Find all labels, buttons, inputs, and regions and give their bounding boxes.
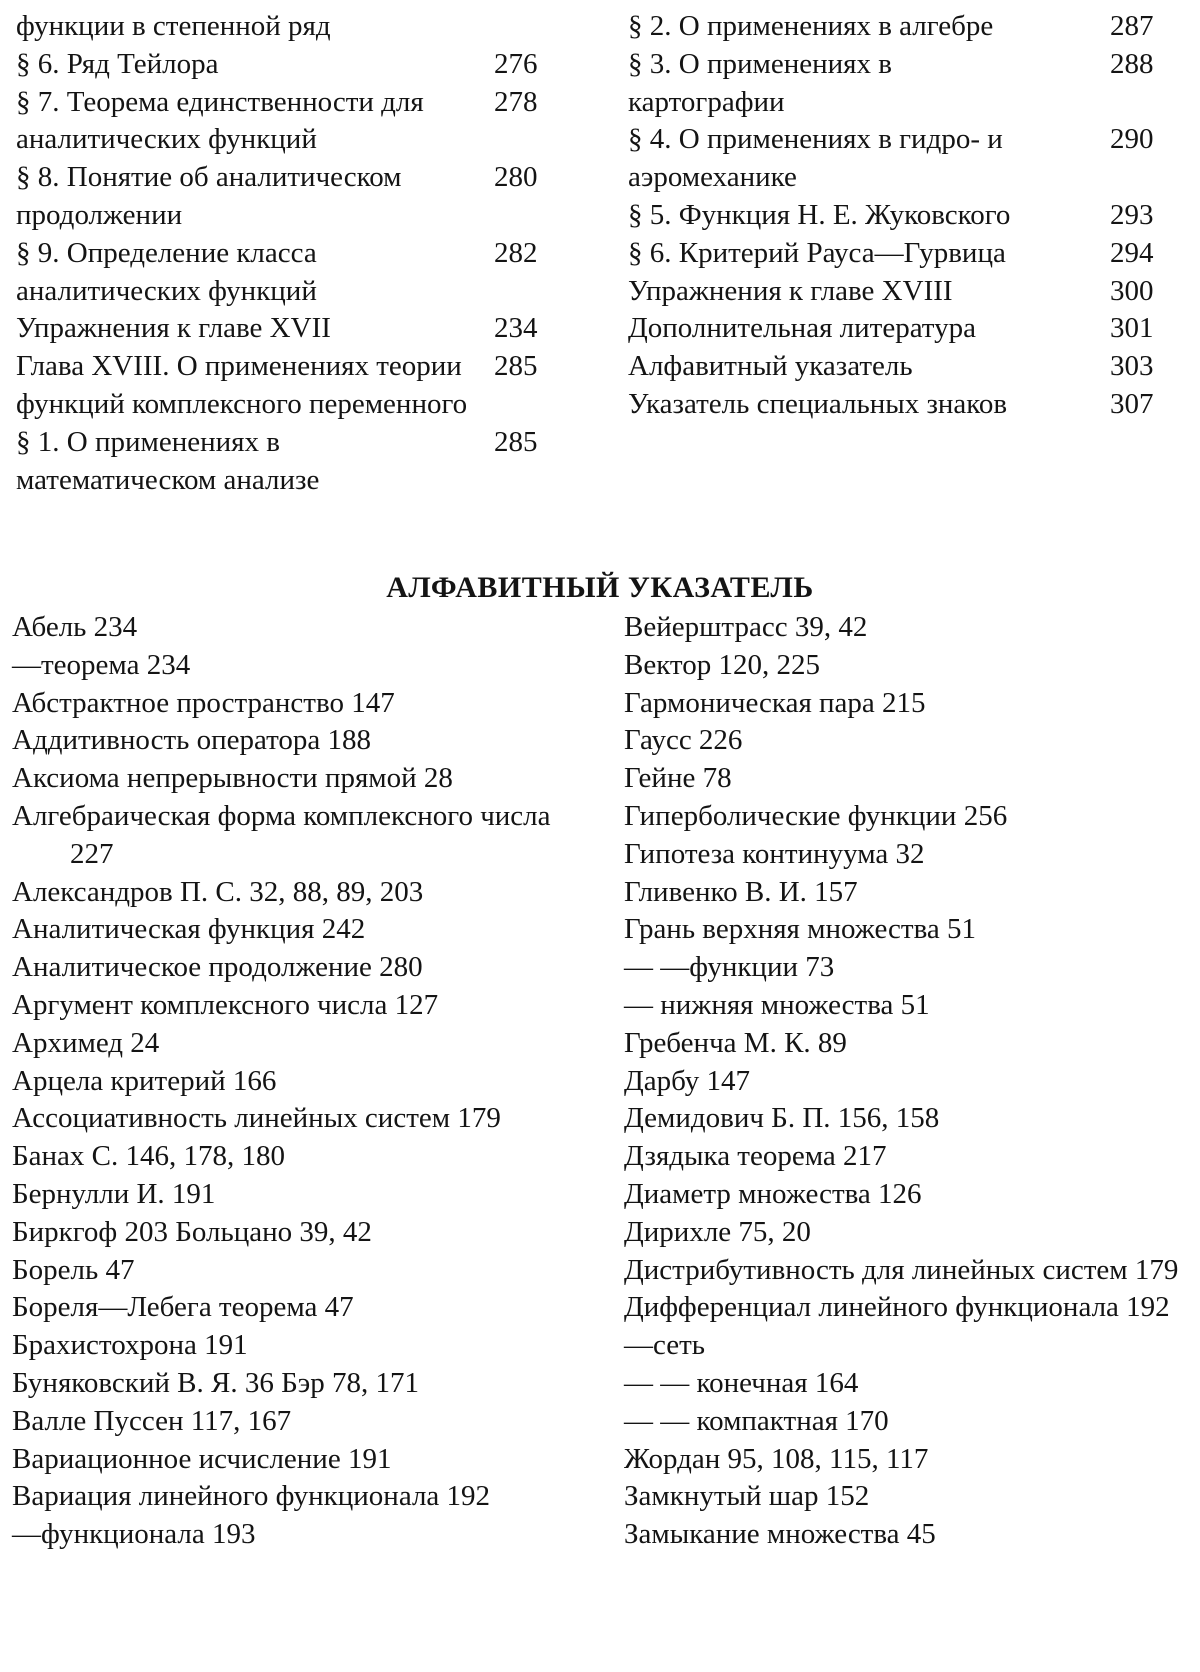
toc-entry-title: Глава XVIII. О применениях теории функций комплексного переменного [16,350,468,420]
toc-entry [628,197,1188,235]
toc-entry-page: 276 [494,47,538,80]
toc-entry-page: 288 [1110,47,1154,80]
toc-entry-page: 301 [1110,312,1154,345]
toc-entry [16,424,556,500]
index-entry: —теорема 234 [12,648,191,681]
index-entry: Замыкание множества 45 [624,1518,936,1551]
index-entry: Дирихле 75, 20 [624,1215,811,1248]
toc-entry-title: Упражнения к главе XVIII [628,274,953,307]
toc-entry [16,46,556,84]
toc-entry-page: 285 [494,350,538,383]
toc-entry [16,159,556,235]
toc-entry [628,235,1188,273]
index-entry: Ассоциативность линейных систем 179 [12,1102,501,1135]
index-entry: Аналитическая функция 242 [12,913,366,946]
toc-entry-title: Указатель специальных знаков [628,387,1008,420]
index-entry: Аргумент комплексного числа 127 [12,988,439,1021]
toc-entry [628,8,1188,46]
index-entry: Борель 47 [12,1253,135,1286]
toc-entry-title: § 6. Критерий Рауса—Гурвица [628,236,1006,269]
toc-entry [628,310,1188,348]
index-entry: Валле Пуссен 117, 167 [12,1404,292,1437]
index-entry: — — конечная 164 [624,1366,859,1399]
index-heading: АЛФАВИТНЫЙ УКАЗАТЕЛЬ [386,571,814,604]
toc-entry-page: 303 [1110,350,1154,383]
index-entry: Жордан 95, 108, 115, 117 [624,1442,929,1475]
index-entry: Гребенча М. К. 89 [624,1026,847,1059]
toc-entry-title: § 3. О применениях в картографии [628,47,892,118]
index-entry: Замкнутый шар 152 [624,1480,870,1513]
index-entry: Гаусс 226 [624,724,743,757]
toc-entry-page: 294 [1110,236,1154,269]
index-entry: Аксиома непрерывности прямой 28 [12,762,453,795]
toc-entry [16,348,556,424]
index-entry: —функционала 193 [12,1518,256,1551]
toc-entry-title: § 9. Определение класса аналитических функций [16,236,317,307]
toc-entry-title: § 2. О применениях в алгебре [628,10,994,42]
index-entry: Вектор 120, 225 [624,648,820,681]
index-entry: Вариационное исчисление 191 [12,1442,392,1475]
toc-entry-title: Упражнения к главе XVII [16,312,331,345]
index-entry: Диаметр множества 126 [624,1177,922,1210]
toc-entry-page: 280 [494,161,538,194]
index-entry: Абстрактное пространство 147 [12,686,395,719]
index-entry: Грань верхняя множества 51 [624,913,977,946]
index-right-column [624,609,1184,1554]
toc-entry-title: § 7. Теорема единственности для аналитических функций [16,85,424,156]
index-entry: Алгебраическая форма комплексного числа 227 [12,799,551,870]
index-entry: Гармоническая пара 215 [624,686,926,719]
index-entry: Банах С. 146, 178, 180 [12,1140,286,1173]
toc-left-column [16,8,556,499]
index-entry: Аддитивность оператора 188 [12,724,372,757]
toc-entry [16,235,556,311]
toc-entry-title: функции в степенной ряд [16,10,331,42]
toc-entry-page: 290 [1110,123,1154,156]
index-entry: Буняковский В. Я. 36 Бэр 78, 171 [12,1366,419,1399]
index-entry: Дарбу 147 [624,1064,751,1097]
index-entry: — — компактная 170 [624,1404,889,1437]
index-entry: Дзядыка теорема 217 [624,1140,887,1173]
toc-entry-title: § 4. О применениях в гидро- и аэромеханике [628,123,1003,194]
index-entry: Гипотеза континуума 32 [624,837,925,870]
index-entry: Арцела критерий 166 [12,1064,277,1097]
toc-entry [628,121,1188,197]
toc-entry [16,84,556,160]
toc-entry-title: § 5. Функция Н. Е. Жуковского [628,198,1011,231]
toc-entry-page: 278 [494,85,538,118]
index-entry: Вариация линейного функционала 192 [12,1480,491,1513]
table-of-contents [0,8,1200,548]
toc-entry-page: 307 [1110,387,1154,420]
toc-entry-page: 282 [494,236,538,269]
toc-entry-title: Алфавитный указатель [628,350,913,383]
toc-entry [628,348,1188,386]
index-entry: Аналитическое продолжение 280 [12,951,423,984]
index-entry: Бернулли И. 191 [12,1177,216,1210]
index-entry: Дистрибутивность для линейных систем 179 [624,1253,1179,1286]
index-entry: — —функции 73 [624,951,835,984]
toc-entry-page: 300 [1110,274,1154,307]
index-entry: Вейерштрасс 39, 42 [624,611,868,643]
index-entry: Бореля—Лебега теорема 47 [12,1291,354,1324]
index-entry: Гливенко В. И. 157 [624,875,858,908]
index-left-column [12,609,572,1554]
index-entry: —сеть [624,1329,705,1362]
toc-entry-title: § 1. О применениях в математическом анализе [16,425,320,496]
index-entry: Дифференциал линейного функционала 192 [624,1291,1170,1324]
toc-entry [16,310,556,348]
toc-entry-page: 234 [494,312,538,345]
toc-entry [16,8,556,46]
toc-entry-title: § 6. Ряд Тейлора [16,47,219,80]
index-entry: Гиперболические функции 256 [624,799,1008,832]
toc-entry [628,46,1188,122]
index-entry: Брахистохрона 191 [12,1329,248,1362]
toc-entry-title: § 8. Понятие об аналитическом продолжении [16,161,402,231]
index-entry: Биркгоф 203 Больцано 39, 42 [12,1215,372,1248]
toc-entry-page: 293 [1110,198,1154,231]
toc-entry-page: 285 [494,425,538,458]
index-entry: Демидович Б. П. 156, 158 [624,1102,940,1135]
index-entry: Архимед 24 [12,1026,160,1059]
toc-entry-title: Дополнительная литература [628,312,976,345]
toc-right-column [628,8,1188,424]
index-entry: Гейне 78 [624,762,732,795]
toc-entry-page: 287 [1110,10,1154,42]
toc-entry [628,273,1188,311]
toc-entry [628,386,1188,424]
index-entry: Александров П. С. 32, 88, 89, 203 [12,875,424,908]
index-entry: Абель 234 [12,611,138,643]
index-entry: — нижняя множества 51 [624,988,930,1021]
